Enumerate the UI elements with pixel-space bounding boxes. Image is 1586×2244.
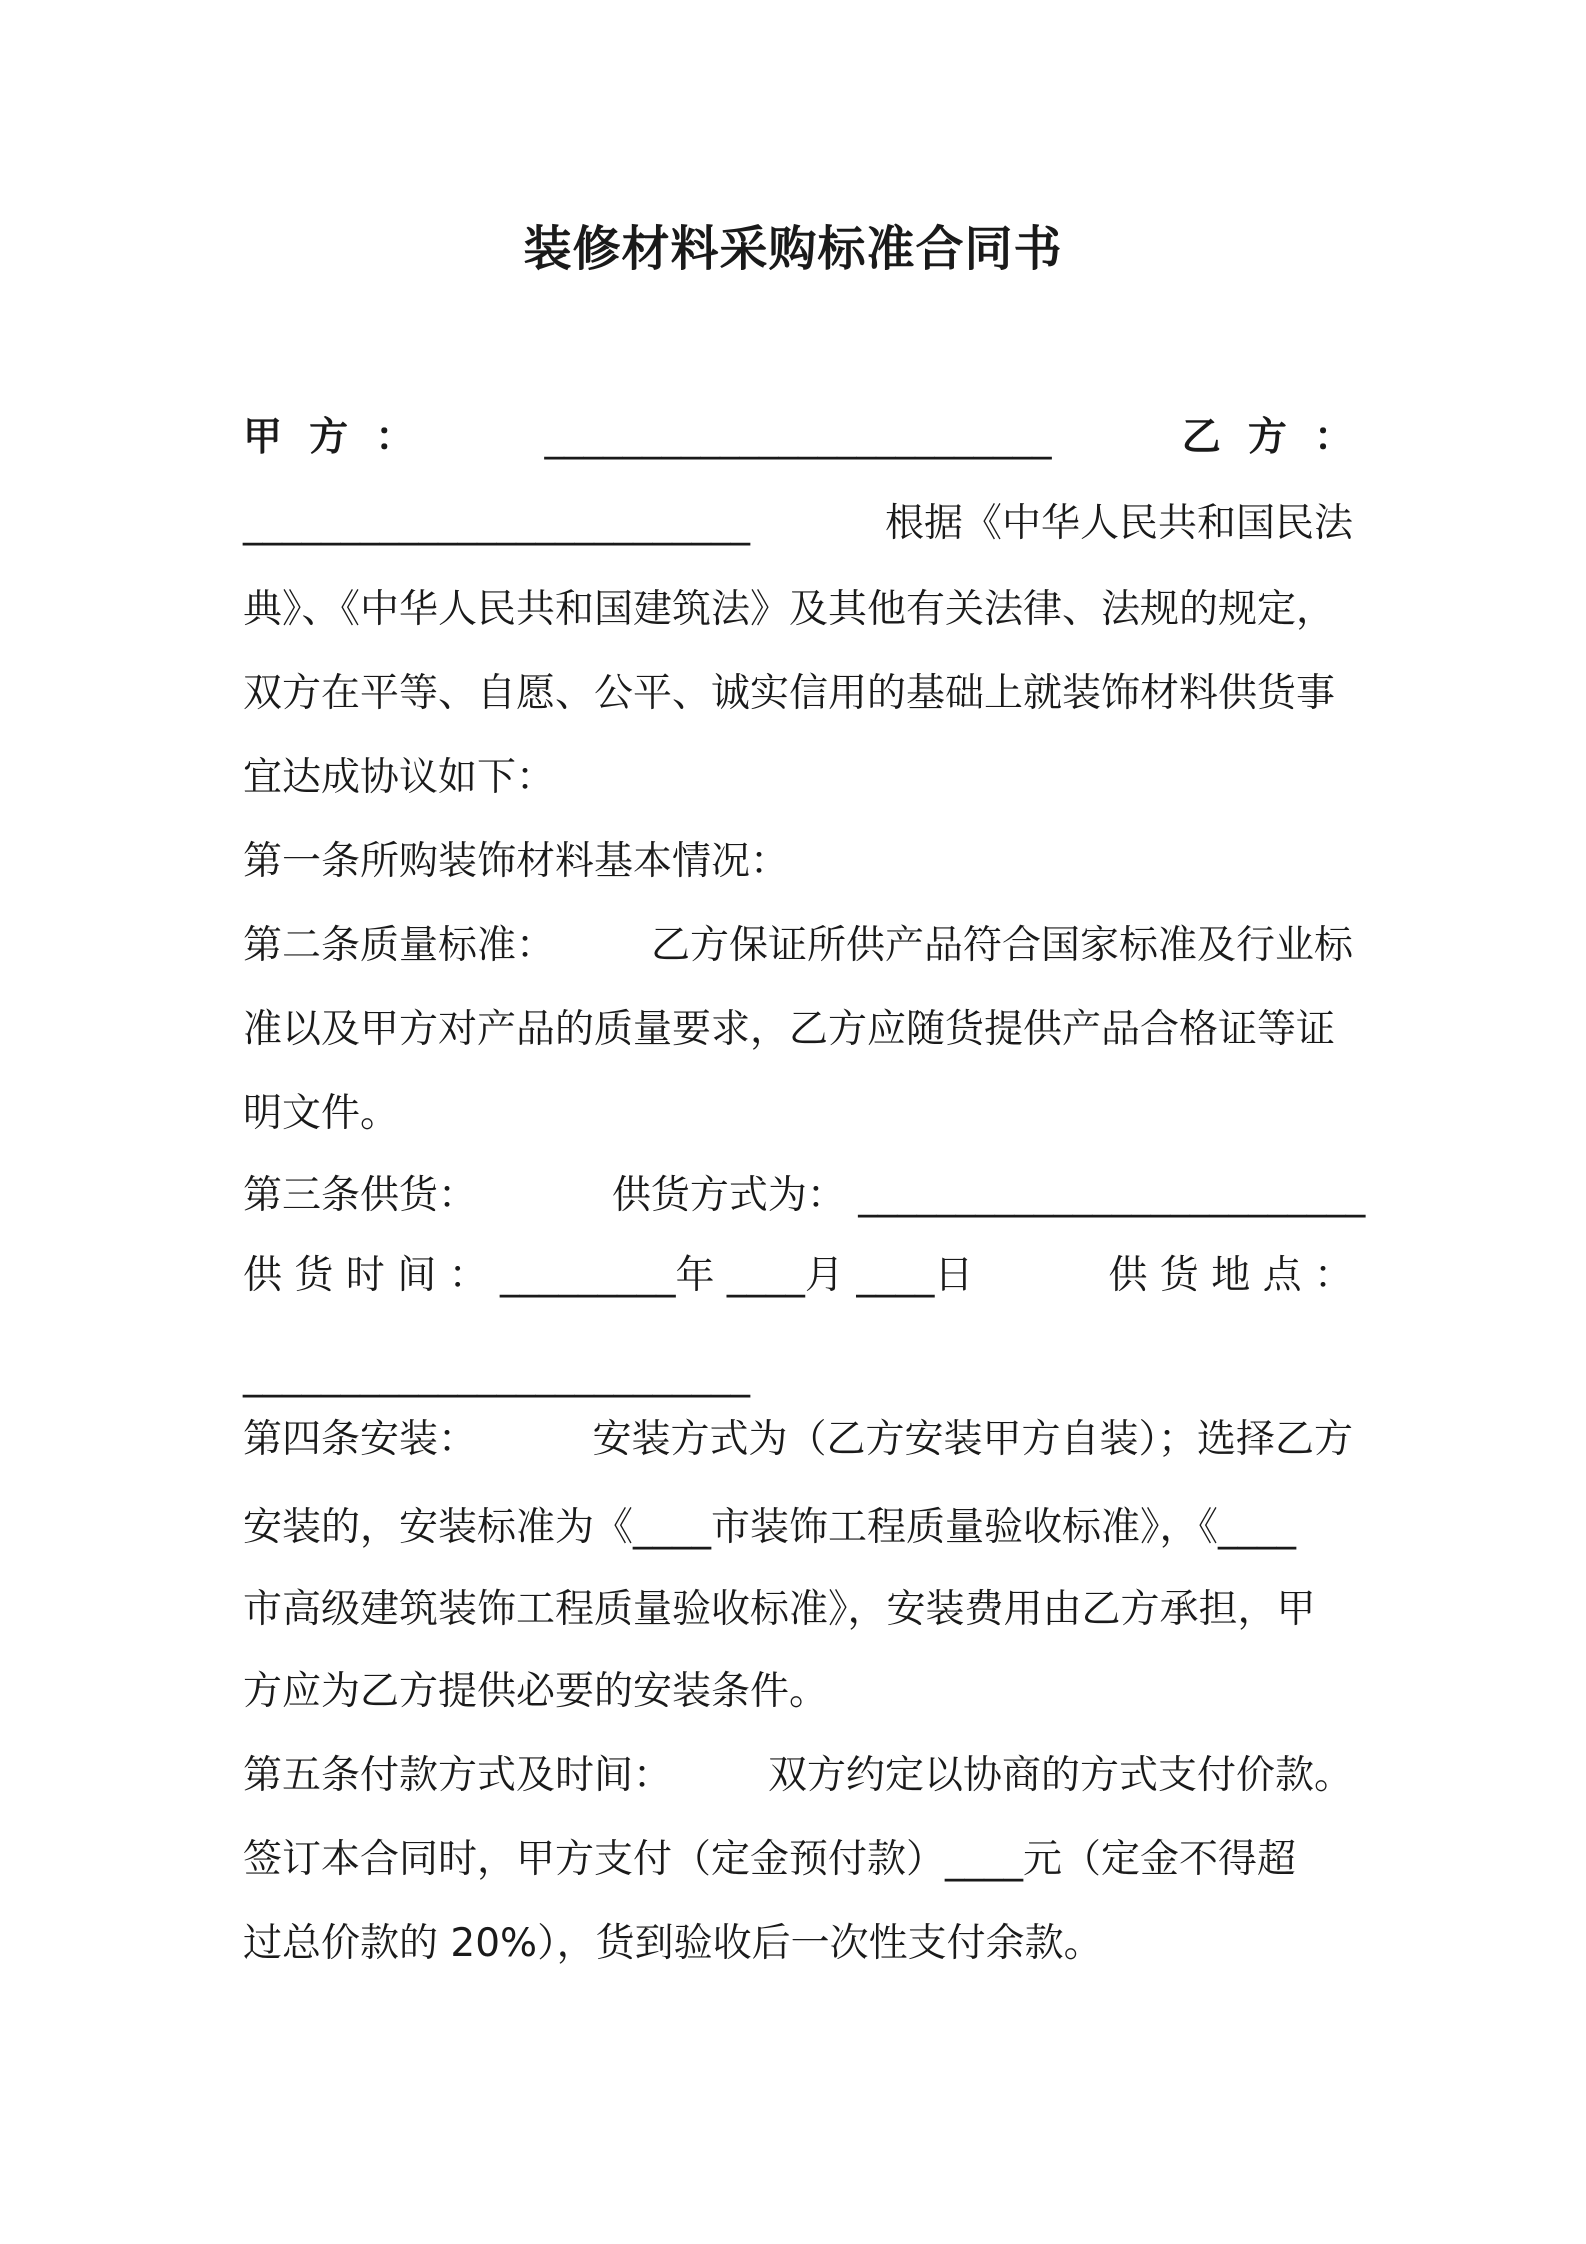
supply-method-label: 供货方式为： xyxy=(611,1173,846,1218)
month-blank: ____ xyxy=(726,1253,805,1298)
day-blank: ____ xyxy=(856,1253,935,1298)
party-b-label: 乙 方 ： xyxy=(1181,415,1353,460)
intro-line-1 xyxy=(243,496,1353,552)
intro-line-4: 宜达成协议如下： xyxy=(243,755,556,800)
intro-text-1: 根据《中华人民共和国民法 xyxy=(884,501,1353,546)
party-a-blank: __________________________ xyxy=(544,415,1052,460)
article-4-line-2: 安装的，安装标准为《____市装饰工程质量验收标准》，《____ xyxy=(243,1505,1297,1550)
party-line xyxy=(243,410,1353,466)
article-2-heading: 第二条质量标准： xyxy=(243,923,556,968)
article-5-line-1 xyxy=(243,1748,1353,1804)
article-4-text-1: 安装方式为（乙方安装甲方自装）；选择乙方 xyxy=(592,1417,1353,1462)
article-5-line-3: 过总价款的 20%），货到验收后一次性支付余款。 xyxy=(243,1921,1103,1966)
article-4-line-4: 方应为乙方提供必要的安装条件。 xyxy=(243,1669,829,1714)
article-4-line-1 xyxy=(243,1412,1353,1468)
party-a-label: 甲 方 ： xyxy=(243,415,415,460)
article-2-line-1 xyxy=(243,918,1353,974)
supply-place-label: 供 货 地 点 ： xyxy=(1108,1253,1353,1298)
document-title: 装修材料采购标准合同书 xyxy=(523,221,1063,277)
article-3-heading: 第三条供货： xyxy=(243,1173,478,1218)
article-2-text-1: 乙方保证所供产品符合国家标准及行业标 xyxy=(650,923,1353,968)
article-3-line-2 xyxy=(243,1248,1353,1304)
article-3-line-1 xyxy=(243,1168,1366,1224)
article-5-heading: 第五条付款方式及时间： xyxy=(243,1753,673,1798)
article-2-line-3: 明文件。 xyxy=(243,1091,400,1136)
intro-line-2: 典》、《中华人民共和国建筑法》及其他有关法律、法规的规定， xyxy=(243,587,1336,632)
day-label: 日 xyxy=(934,1253,974,1298)
month-label: 月 xyxy=(804,1253,844,1298)
supply-place-blank: __________________________ xyxy=(243,1353,750,1398)
party-b-blank: __________________________ xyxy=(243,501,750,546)
article-1: 第一条所购装饰材料基本情况： xyxy=(243,839,790,884)
year-blank: _________ xyxy=(500,1253,676,1298)
intro-line-3: 双方在平等、自愿、公平、诚实信用的基础上就装饰材料供货事 xyxy=(243,671,1336,716)
supply-time-group xyxy=(243,1248,973,1304)
article-2-line-2: 准以及甲方对产品的质量要求，乙方应随货提供产品合格证等证 xyxy=(243,1007,1336,1052)
article-5-line-2: 签订本合同时，甲方支付（定金预付款）____元（定金不得超 xyxy=(243,1837,1297,1882)
article-5-text-1: 双方约定以协商的方式支付价款。 xyxy=(767,1753,1353,1798)
article-4-line-3: 市高级建筑装饰工程质量验收标准》，安装费用由乙方承担，甲 xyxy=(243,1587,1316,1632)
article-4-heading: 第四条安装： xyxy=(243,1417,478,1462)
supply-method-blank: __________________________ xyxy=(858,1173,1366,1218)
year-label: 年 xyxy=(675,1253,715,1298)
supply-time-label: 供 货 时 间 ： xyxy=(243,1253,488,1298)
